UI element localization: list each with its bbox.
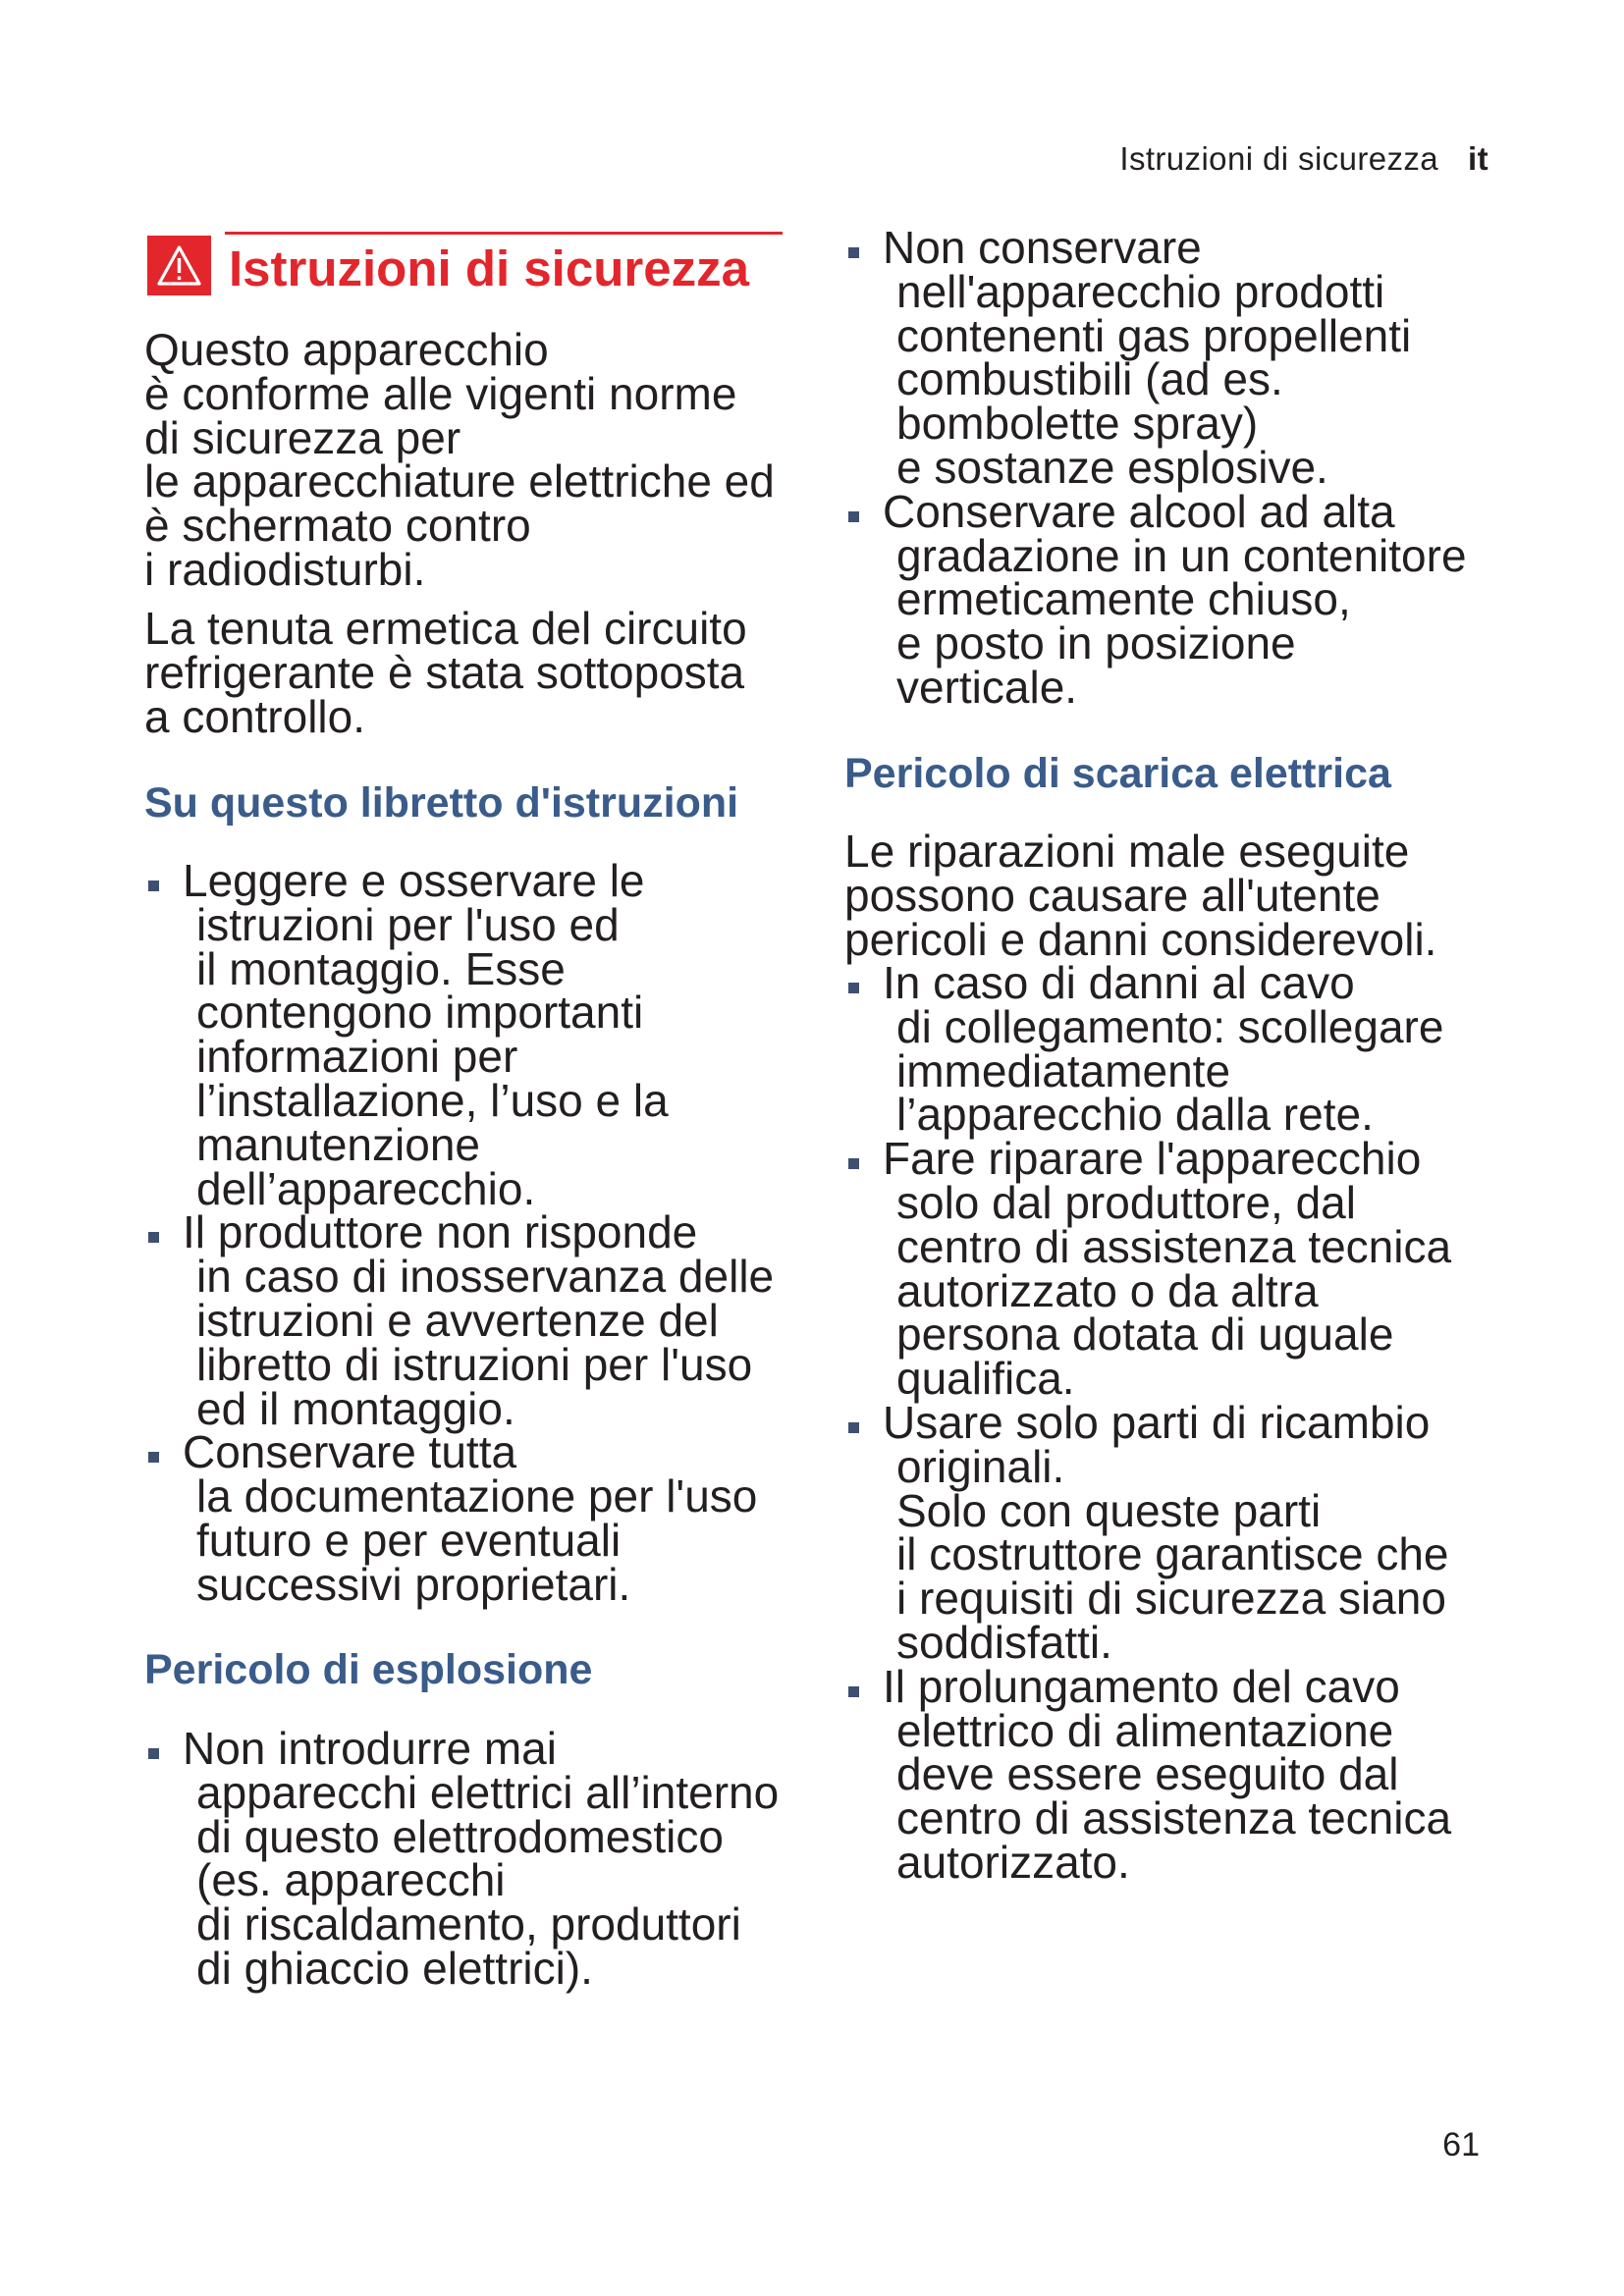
square-bullet-icon bbox=[848, 247, 859, 258]
list-item-text: Conservare alcool ad alta gradazione in un contenitore ermeticamente chiuso, e posto in posizione verticale. bbox=[883, 485, 1467, 713]
list-item-text: Conservare tutta la documentazione per l'uso futuro e per eventuali successivi proprietari. bbox=[183, 1426, 758, 1610]
page-number: 61 bbox=[1442, 2126, 1480, 2163]
list-item bbox=[144, 1723, 812, 1994]
warning-triangle-icon bbox=[147, 236, 211, 295]
booklet-list bbox=[144, 855, 812, 1610]
list-item bbox=[844, 1133, 1512, 1405]
list-item-text: In caso di danni al cavo di collegamento: scollegare immediatamente l’apparecchio dalla rete. bbox=[883, 957, 1444, 1141]
square-bullet-icon bbox=[148, 1232, 159, 1243]
list-item bbox=[144, 1206, 812, 1434]
list-item bbox=[844, 957, 1512, 1141]
square-bullet-icon bbox=[148, 1452, 159, 1463]
list-item bbox=[144, 855, 812, 1214]
electric-intro-paragraph: Le riparazioni male eseguite possono causare all'utente pericoli e danni considerevoli. bbox=[844, 826, 1437, 965]
list-item bbox=[144, 1426, 812, 1610]
square-bullet-icon bbox=[848, 1686, 859, 1697]
running-header-language: it bbox=[1468, 140, 1489, 177]
list-item bbox=[844, 222, 1512, 493]
list-item bbox=[844, 1660, 1512, 1888]
list-item-text: Leggere e osservare le istruzioni per l'uso ed il montaggio. Esse contengono importanti informazioni per l’installazione, l’uso e la manutenzione dell’apparecchio. bbox=[183, 855, 669, 1214]
square-bullet-icon bbox=[848, 983, 859, 993]
explosion-list-part-2 bbox=[844, 222, 1512, 713]
list-item-text: Fare riparare l'apparecchio solo dal produttore, dal centro di assistenza tecnica autorizzato o da altra persona dotata di uguale qualifica. bbox=[883, 1133, 1452, 1405]
list-item-text: Il prolungamento del cavo elettrico di alimentazione deve essere eseguito dal centro di assistenza tecnica autorizzato. bbox=[883, 1660, 1452, 1888]
square-bullet-icon bbox=[148, 1748, 159, 1759]
title-rule bbox=[225, 232, 783, 235]
list-item-text: Usare solo parti di ricambio originali. Solo con queste parti il costruttore garantisce che i requisiti di sicurezza siano soddisfatti. bbox=[883, 1396, 1449, 1668]
list-item-text: Non conservare nell'apparecchio prodotti contenenti gas propellenti combustibili (ad es. bombolette spray) e sostanze esplosive. bbox=[883, 222, 1412, 493]
intro-paragraph-conformity: Questo apparecchio è conforme alle vigenti norme di sicurezza per le apparecchiature elettriche ed è schermato contro i radiodisturbi. bbox=[144, 324, 775, 595]
square-bullet-icon bbox=[848, 511, 859, 522]
running-header bbox=[1119, 141, 1489, 177]
electric-list bbox=[844, 957, 1512, 1888]
page-title: Istruzioni di sicurezza bbox=[229, 240, 749, 296]
explosion-list-part-1 bbox=[144, 1723, 812, 1994]
section-heading-booklet: Su questo libretto d'istruzioni bbox=[144, 779, 739, 827]
intro-paragraph-refrigerant: La tenuta ermetica del circuito refrigerante è stata sottoposta a controllo. bbox=[144, 603, 747, 742]
section-heading-explosion: Pericolo di esplosione bbox=[144, 1646, 593, 1693]
list-item bbox=[844, 1396, 1512, 1668]
list-item-text: Il produttore non risponde in caso di inosservanza delle istruzioni e avvertenze del libretto di istruzioni per l'uso ed il montaggio. bbox=[183, 1206, 775, 1434]
list-item bbox=[844, 485, 1512, 713]
square-bullet-icon bbox=[148, 881, 159, 891]
list-item-text: Non introdurre mai apparecchi elettrici all’interno di questo elettrodomestico (es. apparecchi di riscaldamento, produttori di ghiaccio elettrici). bbox=[183, 1723, 780, 1994]
square-bullet-icon bbox=[848, 1422, 859, 1433]
running-header-section: Istruzioni di sicurezza bbox=[1119, 140, 1439, 177]
section-heading-electric-shock: Pericolo di scarica elettrica bbox=[844, 750, 1391, 797]
square-bullet-icon bbox=[848, 1158, 859, 1169]
